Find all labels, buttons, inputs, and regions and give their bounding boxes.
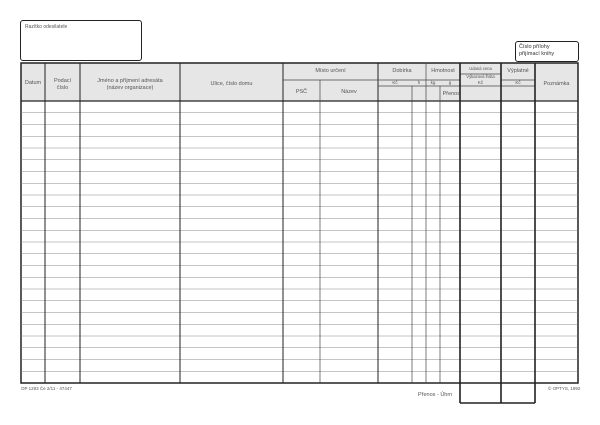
col-declared-kc: Kč — [477, 80, 484, 85]
table-rows — [21, 113, 578, 372]
col-number-line2: číslo — [56, 85, 69, 91]
carryover-label: Přenos — [442, 91, 460, 97]
sender-stamp-label: Razítko odesilatele — [25, 24, 68, 30]
attachment-label-line1: Číslo přílohy — [519, 44, 550, 50]
col-name-line1: Jméno a příjmení adresáta — [97, 78, 163, 84]
form-code: OP 1293 Če 2/11 - 47447 — [21, 386, 72, 391]
col-weight: Hmotnost — [431, 68, 455, 74]
col-note: Poznámka — [543, 81, 570, 87]
col-name-line2: (název organizace) — [106, 85, 154, 91]
col-destination: Místo určení — [315, 68, 346, 74]
col-fee: Výplatné — [507, 68, 529, 74]
col-cod-kc: Kč — [392, 80, 398, 85]
col-cod-h: h — [417, 80, 421, 85]
col-fee-kc: Kč — [515, 80, 521, 85]
col-return-receipt: Výkazová lhůta — [466, 74, 495, 79]
col-number — [45, 78, 80, 92]
table-border — [21, 63, 578, 383]
col-cod: Dobírka — [392, 68, 412, 74]
col-date: Datum — [24, 80, 42, 86]
attachment-label-line2: přijímací knihy — [519, 51, 555, 57]
col-name — [80, 78, 180, 92]
col-psc: PSČ — [295, 89, 308, 95]
copyright: © OPTYS, 1992 — [548, 386, 581, 391]
col-weight-g: g — [448, 80, 452, 85]
carryover-total-label: Přenos - Úhrn — [418, 392, 453, 398]
col-weight-kg: kg — [430, 80, 436, 85]
col-declared-value: Udaná cena — [469, 66, 492, 71]
col-place: Název — [341, 89, 357, 95]
col-number-line1: Podací — [53, 78, 72, 84]
col-street: Ulice, číslo domu — [210, 81, 253, 87]
